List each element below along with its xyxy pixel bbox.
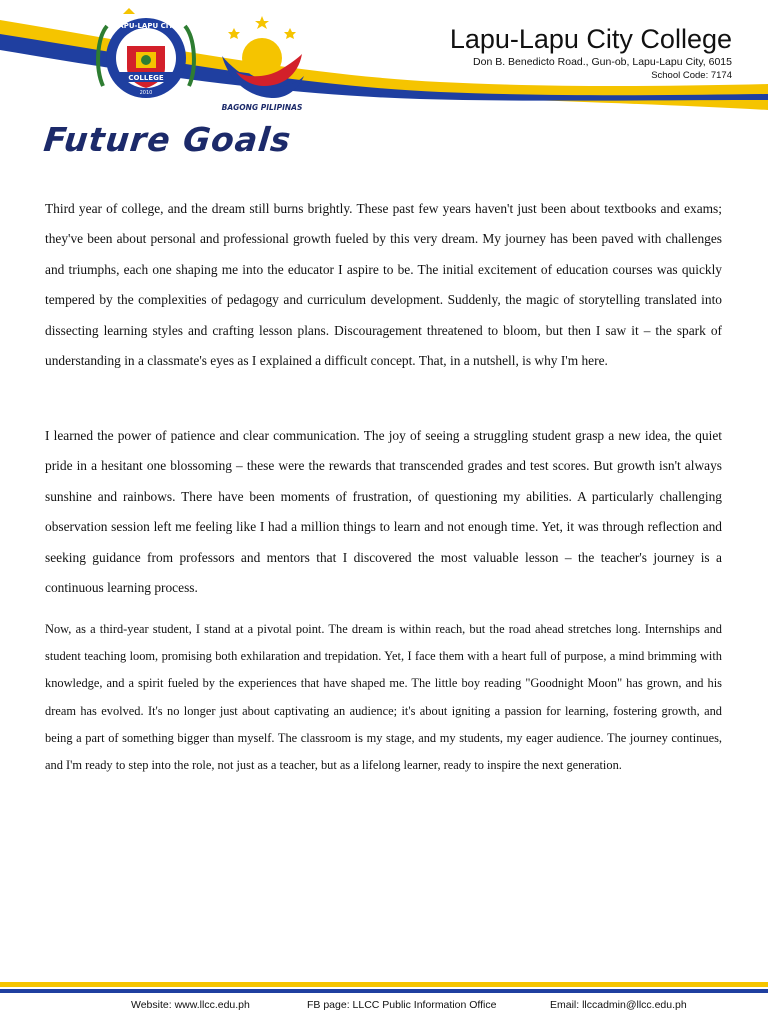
letterhead [0,0,768,118]
bagong-pilipinas-logo [212,14,312,116]
footer-email: Email: llccadmin@llcc.edu.ph [550,999,687,1011]
essay-paragraph-2: I learned the power of patience and clear communication. The joy of seeing a struggling student grasp a new idea, the quiet pride in a hesitant one blossoming – these were the rewards that transcended grades and test scores. But growth isn't always sunshine and rainbows. There have been moments of frustration, of questioning my abilities. A particularly challenging observation session left me feeling like I had a million things to learn and not enough time. Yet, it was through reflection and seeking guidance from professors and mentors that I discovered the most valuable lesson – the teacher's journey is a continuous learning process. [45,428,722,596]
college-name: Lapu-Lapu City College [449,24,732,54]
college-seal-logo [93,8,199,106]
college-address: Don B. Benedicto Road., Gun-ob, Lapu-Lapu City, 6015 [473,56,732,68]
seal-year: 2010 [139,90,153,96]
footer-fb-page: FB page: LLCC Public Information Office [307,999,497,1011]
footer-stripes [0,980,768,1000]
seal-text: LAPU-LAPU CITY [113,22,179,30]
seal-banner: COLLEGE [128,74,164,82]
page-title: Future Goals [41,120,294,159]
school-code: School Code: 7174 [651,70,732,81]
footer-website: Website: www.llcc.edu.ph [131,999,250,1011]
logo-caption: BAGONG PILIPINAS [221,103,303,112]
essay-paragraph-3: Now, as a third-year student, I stand at a pivotal point. The dream is within reach, but the road ahead stretches long. Internships and student teaching loom, promising both exhilaration and trepidation. Yet, I face them with a heart full of purpose, a mind brimming with knowledge, and a spirit fueled by the experiences that have shaped me. The little boy reading "Goodnight Moon" has grown, and his dream has evolved. It's no longer just about captivating an audience; it's about igniting a passion for learning, fostering growth, and being a part of something bigger than myself. The classroom is my stage, and my students, my eager audience. The journey continues, and I'm ready to step into the role, not just as a teacher, but as a lifelong learner, ready to inspire the next generation. [45,622,722,773]
essay-paragraph-1: Third year of college, and the dream still burns brightly. These past few years haven't just been about textbooks and exams; they've been about personal and professional growth fueled by this very dream. My journey has been paved with challenges and triumphs, each one shaping me into the educator I aspire to be. The initial excitement of education courses was quickly tempered by the complexities of pedagogy and curriculum development. Suddenly, the magic of storytelling translated into dissecting learning styles and crafting lesson plans. Discouragement threatened to bloom, but then I saw it – the spark of understanding in a classmate's eyes as I explained a difficult concept. That, in a nutshell, is why I'm here. [45,201,722,369]
